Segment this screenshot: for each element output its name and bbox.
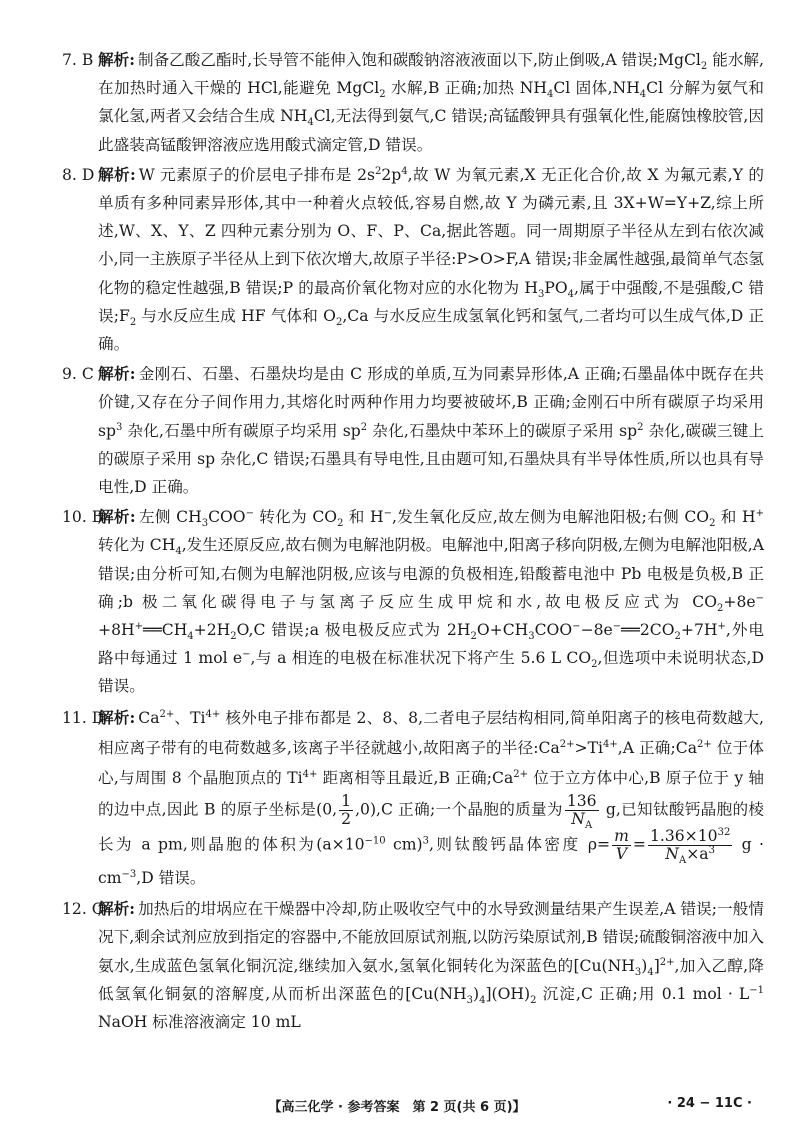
fraction-part: 3	[708, 844, 715, 856]
text-run: ,与 a 相连的电极在标准状况下将产生 5.6 L CO	[250, 649, 592, 668]
text-run: −1	[749, 984, 764, 996]
text-run: 杂化,石墨中所有碳原子均采用 sp	[122, 421, 361, 440]
text-run: ,外电路中每通过 1 mol e	[98, 621, 764, 668]
text-run: 3	[422, 835, 430, 847]
answer-content	[62, 46, 764, 1038]
text-run: 4	[479, 994, 486, 1006]
fraction-part: 2	[341, 809, 352, 828]
text-run: 水解,B 正确;加热 NH	[385, 79, 547, 98]
text-run: 距离相等且最近,B 正确;Ca	[317, 768, 514, 787]
fraction-part: A	[678, 855, 687, 867]
text-run: 2	[530, 994, 537, 1006]
text-run: 2	[129, 316, 137, 328]
text-run: PO	[544, 278, 568, 297]
text-run: −8e	[580, 621, 613, 640]
text-run: 制备乙酸乙酯时,长导管不能伸入饱和碳酸钠溶液液面以下,防止倒吸,A 错误;MgCl	[137, 51, 701, 69]
fraction-part: V	[612, 845, 631, 863]
text-run: 2	[470, 631, 477, 643]
text-run: 3	[528, 631, 535, 643]
footer-code: · 24 − 11C ·	[667, 1096, 752, 1111]
equals-sign: =	[632, 835, 646, 854]
text-run: Cl 分解为氨气和氯化氢,两者又会结合生成 NH	[98, 79, 764, 126]
text-run: −	[383, 508, 392, 520]
text-run: ,0),C 正确;一个晶胞的质量为	[355, 800, 563, 819]
text-run: 左侧 CH	[138, 508, 202, 527]
footer-page-info: 【高三化学 · 参考答案 第 2 页(共 6 页)】	[268, 1100, 526, 1115]
fraction-part: 136	[566, 791, 597, 810]
text-run: −10	[364, 835, 386, 847]
text-run: ]	[653, 956, 660, 975]
text-run: ](OH)	[485, 984, 531, 1003]
text-run: ,发生还原反应,故右侧为电解池阴极。电解池中,阳离子移向阴极,左侧为电解池阳极,A 错误;由分析可知,右侧为电解池阴极,应该与电源的负极相连,铅酸蓄电池中 Pb 电极是负极,B 正确;b 极二氧化碳得电子与氢离子反应生成甲烷和水,故电极反应式为 CO	[98, 536, 764, 611]
text-run: ══CH	[142, 621, 188, 640]
text-run: −	[242, 649, 251, 661]
fraction-part: 1.36×10	[649, 826, 718, 845]
text-run: 和 H	[343, 508, 384, 527]
text-run: +2H	[193, 621, 231, 640]
text-run: ,属于中强酸,不是强酸,C 错误;F	[98, 278, 764, 325]
text-run: 加热后的坩埚应在干燥器中冷却,防止吸收空气中的水导致测量结果产生误差,A 错误;一般情况下,剩余试剂应放到指定的容器中,不能放回原试剂瓶,以防污染原试剂,B 错误;硫酸铜溶液中加入氨水,生成蓝色氢氧化铜沉淀,继续加入氨水,氢氧化铜转化为深蓝色的[Cu(NH	[98, 900, 764, 975]
text-run: 4	[647, 966, 654, 978]
text-run: Cl 固体,NH	[553, 79, 640, 98]
text-run: +7H	[680, 621, 718, 640]
text-run: 3	[466, 994, 473, 1006]
text-run: −	[245, 508, 254, 520]
fraction-part: N	[665, 845, 679, 864]
text-run: NaOH 标准溶液滴定 10 mL	[98, 1013, 301, 1032]
text-run: 2	[230, 631, 237, 643]
fraction-part: A	[584, 819, 593, 831]
text-run: 沉淀,C 正确;用 0.1 mol · L	[536, 984, 750, 1003]
text-run: 4	[546, 89, 554, 101]
answer-item	[62, 46, 764, 159]
text-run: g · cm	[98, 835, 764, 888]
text-run: 2+	[513, 768, 529, 780]
text-run: +	[717, 620, 726, 632]
text-run: )	[473, 984, 480, 1003]
text-run: 2	[674, 631, 681, 643]
fraction-part: N	[571, 809, 585, 828]
text-run: 2+	[159, 708, 175, 720]
text-run: 3	[201, 518, 209, 530]
text-run: 4+	[302, 768, 318, 780]
analysis-label: 解析:	[98, 899, 136, 919]
fraction	[565, 791, 599, 831]
text-run: 转化为 CH	[98, 536, 176, 555]
text-run: ,但选项中未说明状态,D 错误。	[98, 649, 764, 696]
text-run: 3	[634, 966, 642, 978]
answer-number: 7. B	[62, 51, 94, 69]
analysis-label: 解析:	[98, 164, 136, 184]
text-run: 与水反应生成 HF 气体和 O	[136, 306, 336, 325]
text-run: 2	[717, 602, 724, 614]
fraction	[648, 826, 732, 867]
text-run: 杂化,石墨炔中苯环上的碳原子采用 sp	[367, 421, 638, 440]
text-run: 和 H	[715, 508, 756, 527]
analysis-label: 解析:	[98, 507, 136, 527]
text-run: 转化为 CO	[253, 508, 338, 527]
text-run: O+CH	[476, 621, 529, 640]
answer-number: 10. B	[62, 508, 104, 527]
text-run: 2	[335, 316, 343, 328]
text-run: −	[572, 620, 581, 632]
text-run: ,发生氧化反应,故左侧为电解池阳极;右侧 CO	[391, 508, 710, 527]
text-run: −	[755, 592, 764, 604]
text-run: 能水解,在加热时通入干燥的 HCl,能避免 MgCl	[98, 51, 764, 98]
answer-item	[62, 360, 764, 501]
fraction-part: 1	[341, 791, 352, 810]
text-run: 4+	[602, 738, 618, 750]
text-run: 2+	[697, 738, 712, 750]
analysis-label: 解析:	[98, 50, 135, 69]
text-run: 2	[591, 659, 598, 671]
text-run: 杂化,碳碳三键上的碳原子采用 sp 杂化,C 错误;石墨具有导电性,且由题可知,石墨炔具有半导体性质,所以也具有导电性,D 正确。	[98, 421, 765, 497]
text-run: +	[134, 620, 143, 632]
answer-number: 9. C	[62, 365, 94, 384]
text-run: COO	[208, 508, 246, 527]
text-run: g,已知钛酸钙晶胞的棱长为 a pm,则晶胞的体积为(a×10	[98, 800, 764, 854]
text-run: 2+	[559, 738, 575, 750]
text-run: Ca	[138, 708, 160, 727]
text-run: ,D 错误。	[136, 869, 206, 888]
text-run: +8H	[98, 621, 135, 640]
text-run: )	[641, 956, 648, 975]
text-run: 位于立方体中心,B 原子位于 y 轴的边中点,因此 B 的原子坐标是(0,	[98, 768, 765, 819]
text-run: +	[755, 508, 764, 520]
text-run: 3	[116, 421, 123, 433]
fraction	[339, 793, 353, 828]
text-run: 、Ti	[174, 708, 206, 727]
text-run: −3	[121, 869, 137, 881]
text-run: 2p	[381, 165, 402, 184]
text-run: O,C 错误;a 极电极反应式为 2H	[236, 621, 471, 640]
text-run: 核外电子排布都是 2、8、8,二者电子层结构相同,简单阳离子的核电荷数越大,相应离子带有的电荷数越多,该离子半径就越小,故阳离子的半径:Ca	[98, 708, 764, 757]
text-run: ,故 W 为氧元素,X 无正化合价,故 X 为氟元素,Y 的单质有多种同素异形体,其中一种着火点较低,容易自燃,故 Y 为磷元素,且 3X+W=Y+Z,综上所述,W、X、Y、Z 四种元素分别为 O、F、P、Ca,据此答题。同一周期原子半径从左到右依次减小,同一主族原子半径从上到下依次增大,故原子半径:P>O>F,A 错误;非金属性越强,最简单气态氢化物的稳定性越强,B 错误;P 的最高价氧化物对应的水化物为 H	[98, 165, 764, 297]
answer-item	[62, 703, 764, 894]
text-run: 2	[709, 518, 716, 530]
answer-number: 11. D	[62, 708, 105, 727]
text-run: 2	[360, 421, 368, 433]
fraction	[612, 828, 631, 863]
text-run: COO	[534, 621, 573, 640]
fraction-part: 32	[717, 826, 731, 838]
text-run: 2	[637, 421, 644, 433]
text-run: 4	[307, 117, 314, 129]
text-run: 4	[175, 546, 182, 558]
analysis-label: 解析:	[98, 364, 136, 384]
text-run: ,A 正确;Ca	[617, 738, 698, 757]
fraction-part: ×a	[686, 845, 709, 864]
answer-number: 8. D	[62, 165, 95, 184]
text-run: 2	[379, 89, 386, 101]
text-run: 3	[538, 288, 545, 300]
text-run: ══2CO	[621, 621, 675, 640]
text-run: ,加入乙醇,降低氢氧化铜氨的溶解度,从而析出深蓝色的[Cu(NH	[98, 956, 764, 1003]
text-run: 金刚石、石墨、石墨炔均是由 C 形成的单质,互为同素异形体,A 正确;石墨晶体中既存在共价键,又存在分子间作用力,其熔化时两种作用力均要被破坏,B 正确;金刚石中所有碳原子均采用 sp	[98, 365, 764, 440]
text-run: +8e	[723, 592, 756, 611]
answer-item	[62, 161, 764, 358]
text-run: 2	[337, 518, 344, 530]
text-run: W 元素原子的价层电子排布是 2s	[138, 165, 376, 184]
text-run: 4	[639, 89, 647, 101]
text-run: Cl,无法得到氨气,C 错误;高锰酸钾具有强氧化性,能腐蚀橡胶管,因此盛装高锰酸钾溶液应选用酸式滴定管,D 错误。	[98, 107, 764, 154]
text-run: cm)	[385, 835, 423, 854]
analysis-label: 解析:	[98, 707, 136, 727]
text-run: ,Ca 与水反应生成氢氧化钙和氢气,二者均可以生成气体,D 正确。	[98, 306, 765, 354]
text-run: −	[612, 620, 622, 632]
text-run: 位于体心,与周围 8 个晶胞顶点的 Ti	[98, 738, 764, 787]
text-run: 2	[700, 61, 708, 73]
answer-item	[62, 895, 764, 1036]
text-run: ,则钛酸钙晶体密度 ρ=	[429, 835, 611, 854]
text-run: 4	[401, 165, 408, 177]
answer-item	[62, 503, 764, 700]
text-run: 4	[187, 631, 194, 643]
answer-number: 12. C	[62, 900, 104, 919]
fraction-part: m	[614, 826, 629, 845]
text-run: >Ti	[574, 738, 603, 757]
text-run: 4	[567, 288, 575, 300]
text-run: 4+	[205, 708, 221, 720]
text-run: 2+	[659, 956, 675, 968]
text-run: 2	[375, 165, 382, 177]
